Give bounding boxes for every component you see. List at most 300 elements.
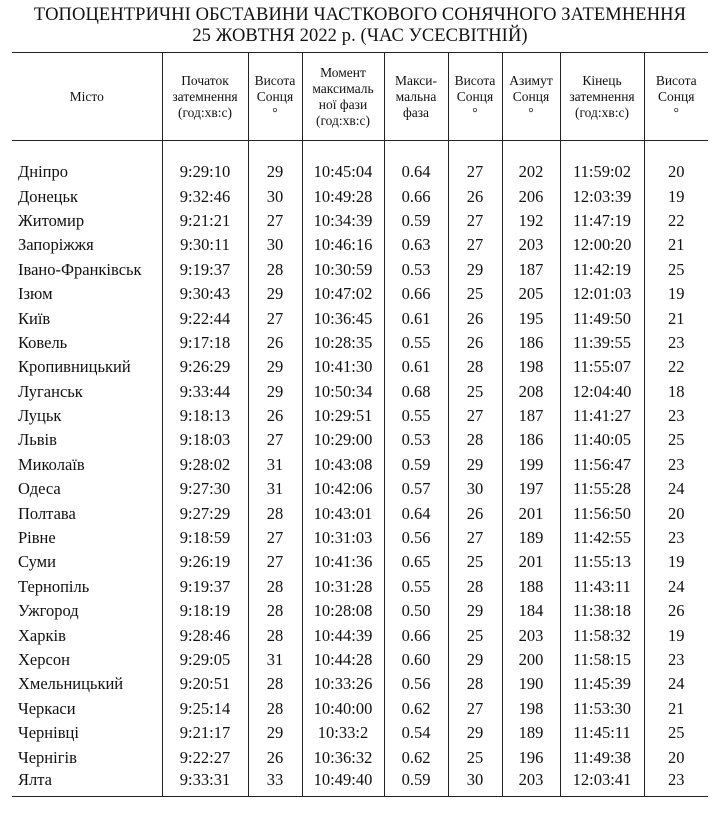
column-header-line: затемнення — [569, 88, 635, 104]
cell-max-altitude: 29 — [448, 648, 502, 672]
cell-city: Тернопіль — [18, 576, 90, 596]
cell-start-time: 9:29:05 — [162, 648, 248, 672]
cell-max-phase: 0.64 — [384, 160, 448, 184]
cell-start-time: 9:19:37 — [162, 258, 248, 282]
cell-end-time: 11:43:11 — [560, 575, 644, 599]
cell-city: Київ — [18, 308, 51, 328]
cell-end-altitude: 19 — [644, 550, 708, 574]
cell-start-altitude: 29 — [248, 355, 302, 379]
cell-azimuth: 198 — [502, 355, 560, 379]
cell-start-altitude: 27 — [248, 306, 302, 330]
cell-city: Ізюм — [18, 284, 53, 304]
cell-end-altitude: 25 — [644, 428, 708, 452]
cell-start-time: 9:26:29 — [162, 355, 248, 379]
cell-max-phase: 0.63 — [384, 233, 448, 257]
cell-max-phase: 0.57 — [384, 477, 448, 501]
cell-max-phase: 0.64 — [384, 501, 448, 525]
cell-azimuth: 187 — [502, 404, 560, 428]
cell-start-time: 9:26:19 — [162, 550, 248, 574]
cell-end-altitude: 23 — [644, 770, 708, 797]
cell-max-phase: 0.53 — [384, 428, 448, 452]
table-row — [12, 282, 708, 306]
table-row — [12, 160, 708, 184]
cell-city: Житомир — [18, 210, 85, 230]
cell-city: Івано-Франківськ — [18, 259, 142, 279]
cell-end-altitude: 26 — [644, 599, 708, 623]
cell-end-time: 11:56:50 — [560, 501, 644, 525]
cell-max-phase: 0.61 — [384, 355, 448, 379]
column-header-line: максималь — [312, 80, 374, 96]
cell-end-altitude: 23 — [644, 453, 708, 477]
cell-max-phase: 0.68 — [384, 380, 448, 404]
cell-start-altitude: 28 — [248, 697, 302, 721]
cell-azimuth: 195 — [502, 306, 560, 330]
table-row — [12, 770, 708, 797]
cell-azimuth: 197 — [502, 477, 560, 501]
table-row — [12, 526, 708, 550]
cell-start-altitude: 28 — [248, 575, 302, 599]
table-body — [12, 141, 708, 797]
table-row — [12, 745, 708, 769]
table-row — [12, 672, 708, 696]
title-line-1: ТОПОЦЕНТРИЧНІ ОБСТАВИНИ ЧАСТКОВОГО СОНЯЧНОГО ЗАТЕМНЕННЯ — [33, 5, 687, 25]
cell-max-phase-time: 10:44:39 — [302, 623, 384, 647]
cell-start-altitude: 31 — [248, 477, 302, 501]
cell-azimuth: 184 — [502, 599, 560, 623]
cell-max-altitude: 27 — [448, 404, 502, 428]
cell-max-altitude: 30 — [448, 477, 502, 501]
cell-start-altitude: 28 — [248, 599, 302, 623]
cell-end-altitude: 19 — [644, 282, 708, 306]
spacer-cell — [448, 141, 502, 161]
cell-azimuth: 186 — [502, 428, 560, 452]
cell-max-phase: 0.62 — [384, 697, 448, 721]
table-row — [12, 258, 708, 282]
cell-start-time: 9:28:46 — [162, 623, 248, 647]
cell-max-altitude: 28 — [448, 672, 502, 696]
cell-max-altitude: 25 — [448, 380, 502, 404]
cell-azimuth: 200 — [502, 648, 560, 672]
cell-azimuth: 196 — [502, 745, 560, 769]
cell-end-time: 12:00:20 — [560, 233, 644, 257]
cell-max-phase: 0.66 — [384, 623, 448, 647]
cell-end-time: 11:55:07 — [560, 355, 644, 379]
table-spacer-row — [12, 141, 708, 161]
cell-azimuth: 202 — [502, 160, 560, 184]
column-header-line: Висота — [454, 72, 496, 88]
cell-max-phase-time: 10:41:30 — [302, 355, 384, 379]
cell-max-altitude: 28 — [448, 575, 502, 599]
cell-end-time: 12:01:03 — [560, 282, 644, 306]
cell-end-time: 11:58:15 — [560, 648, 644, 672]
column-header-azimuth — [502, 53, 560, 141]
cell-start-altitude: 29 — [248, 721, 302, 745]
cell-start-time: 9:29:10 — [162, 160, 248, 184]
cell-city: Хмельницький — [18, 674, 124, 694]
cell-end-altitude: 19 — [644, 623, 708, 647]
cell-end-time: 11:45:11 — [560, 721, 644, 745]
cell-max-altitude: 27 — [448, 209, 502, 233]
cell-max-phase-time: 10:43:08 — [302, 453, 384, 477]
column-header-start-time — [162, 53, 248, 141]
cell-azimuth: 187 — [502, 258, 560, 282]
cell-city: Одеса — [18, 479, 61, 499]
cell-city: Ужгород — [18, 601, 79, 621]
cell-start-time: 9:33:31 — [162, 770, 248, 797]
cell-end-altitude: 22 — [644, 209, 708, 233]
column-header-line: Сонця — [658, 88, 695, 104]
cell-end-time: 11:45:39 — [560, 672, 644, 696]
cell-max-phase: 0.50 — [384, 599, 448, 623]
column-header-line: (год:хв:с) — [574, 104, 630, 120]
cell-start-time: 9:18:59 — [162, 526, 248, 550]
cell-end-time: 11:40:05 — [560, 428, 644, 452]
document-title — [0, 5, 720, 47]
cell-max-phase: 0.59 — [384, 770, 448, 797]
column-header-line: ° — [272, 104, 278, 120]
cell-end-altitude: 20 — [644, 160, 708, 184]
cell-azimuth: 199 — [502, 453, 560, 477]
table-row — [12, 721, 708, 745]
cell-max-altitude: 25 — [448, 550, 502, 574]
cell-max-phase: 0.59 — [384, 209, 448, 233]
cell-end-altitude: 22 — [644, 355, 708, 379]
cell-start-altitude: 31 — [248, 453, 302, 477]
cell-city: Полтава — [18, 503, 76, 523]
cell-city: Луганськ — [18, 381, 83, 401]
table-row — [12, 306, 708, 330]
cell-end-altitude: 24 — [644, 477, 708, 501]
column-header-end-time — [560, 53, 644, 141]
cell-max-phase-time: 10:36:45 — [302, 306, 384, 330]
cell-max-phase-time: 10:33:2 — [302, 721, 384, 745]
cell-start-time: 9:28:02 — [162, 453, 248, 477]
cell-end-altitude: 23 — [644, 331, 708, 355]
cell-start-time: 9:19:37 — [162, 575, 248, 599]
cell-end-time: 12:03:41 — [560, 770, 644, 797]
cell-start-altitude: 30 — [248, 184, 302, 208]
cell-max-phase-time: 10:36:32 — [302, 745, 384, 769]
cell-city: Луцьк — [18, 406, 62, 426]
cell-start-altitude: 27 — [248, 209, 302, 233]
cell-end-altitude: 20 — [644, 745, 708, 769]
cell-azimuth: 203 — [502, 770, 560, 797]
cell-end-altitude: 23 — [644, 526, 708, 550]
column-header-line: Висота — [254, 72, 296, 88]
cell-azimuth: 186 — [502, 331, 560, 355]
cell-city: Дніпро — [18, 162, 68, 182]
cell-azimuth: 205 — [502, 282, 560, 306]
column-header-line: Момент — [320, 64, 366, 80]
cell-start-altitude: 28 — [248, 501, 302, 525]
cell-start-altitude: 28 — [248, 623, 302, 647]
table-row — [12, 623, 708, 647]
cell-max-phase-time: 10:46:16 — [302, 233, 384, 257]
cell-max-altitude: 27 — [448, 233, 502, 257]
spacer-cell — [502, 141, 560, 161]
cell-start-altitude: 27 — [248, 550, 302, 574]
cell-city: Харків — [18, 625, 66, 645]
spacer-cell — [12, 141, 162, 161]
cell-azimuth: 201 — [502, 501, 560, 525]
cell-max-phase: 0.56 — [384, 672, 448, 696]
cell-max-altitude: 29 — [448, 258, 502, 282]
cell-max-altitude: 26 — [448, 306, 502, 330]
spacer-cell — [162, 141, 248, 161]
column-header-line: ° — [472, 104, 478, 120]
cell-start-time: 9:21:21 — [162, 209, 248, 233]
cell-max-altitude: 26 — [448, 331, 502, 355]
cell-max-phase-time: 10:28:08 — [302, 599, 384, 623]
column-header-line: Висота — [655, 72, 697, 88]
cell-city: Суми — [18, 552, 56, 572]
column-header-line: Сонця — [512, 88, 550, 104]
cell-max-altitude: 28 — [448, 355, 502, 379]
cell-azimuth: 206 — [502, 184, 560, 208]
column-header-city — [12, 53, 162, 141]
cell-max-altitude: 27 — [448, 697, 502, 721]
cell-end-altitude: 23 — [644, 404, 708, 428]
cell-azimuth: 201 — [502, 550, 560, 574]
cell-max-phase-time: 10:41:36 — [302, 550, 384, 574]
cell-start-altitude: 33 — [248, 770, 302, 797]
cell-end-time: 11:42:55 — [560, 526, 644, 550]
cell-max-altitude: 26 — [448, 501, 502, 525]
cell-start-time: 9:17:18 — [162, 331, 248, 355]
cell-start-time: 9:21:17 — [162, 721, 248, 745]
table-header-row — [12, 53, 708, 141]
table-row — [12, 575, 708, 599]
cell-end-altitude: 21 — [644, 697, 708, 721]
cell-max-phase-time: 10:33:26 — [302, 672, 384, 696]
cell-city: Ялта — [12, 770, 162, 797]
cell-city: Запоріжжя — [18, 235, 94, 255]
cell-end-time: 11:55:28 — [560, 477, 644, 501]
cell-start-time: 9:27:29 — [162, 501, 248, 525]
cell-azimuth: 188 — [502, 575, 560, 599]
cell-city: Херсон — [18, 650, 70, 669]
cell-max-phase-time: 10:34:39 — [302, 209, 384, 233]
cell-start-time: 9:33:44 — [162, 380, 248, 404]
cell-city: Донецьк — [18, 186, 79, 206]
eclipse-table — [12, 52, 708, 797]
cell-end-altitude: 24 — [644, 672, 708, 696]
cell-end-time: 11:42:19 — [560, 258, 644, 282]
cell-city: Рівне — [18, 528, 56, 548]
cell-max-altitude: 27 — [448, 160, 502, 184]
cell-end-altitude: 21 — [644, 306, 708, 330]
cell-end-altitude: 25 — [644, 721, 708, 745]
cell-max-phase-time: 10:47:02 — [302, 282, 384, 306]
cell-end-time: 11:49:50 — [560, 306, 644, 330]
cell-start-time: 9:27:30 — [162, 477, 248, 501]
cell-start-time: 9:30:11 — [162, 233, 248, 257]
cell-max-phase-time: 10:29:51 — [302, 404, 384, 428]
cell-start-time: 9:22:44 — [162, 306, 248, 330]
cell-start-altitude: 26 — [248, 331, 302, 355]
column-header-line: Сонця — [456, 88, 494, 104]
cell-azimuth: 203 — [502, 623, 560, 647]
cell-start-time: 9:22:27 — [162, 745, 248, 769]
cell-max-phase-time: 10:49:40 — [302, 770, 384, 797]
cell-max-altitude: 25 — [448, 623, 502, 647]
cell-max-altitude: 30 — [448, 770, 502, 797]
cell-city: Кропивницький — [18, 357, 131, 377]
table-row — [12, 380, 708, 404]
cell-max-phase: 0.55 — [384, 331, 448, 355]
cell-max-phase: 0.66 — [384, 282, 448, 306]
cell-start-time: 9:18:19 — [162, 599, 248, 623]
cell-max-phase-time: 10:45:04 — [302, 160, 384, 184]
spacer-cell — [384, 141, 448, 161]
cell-max-phase: 0.59 — [384, 453, 448, 477]
cell-city: Миколаїв — [18, 454, 85, 474]
cell-start-time: 9:18:13 — [162, 404, 248, 428]
cell-max-altitude: 29 — [448, 721, 502, 745]
cell-end-altitude: 21 — [644, 233, 708, 257]
cell-max-phase: 0.62 — [384, 745, 448, 769]
cell-end-altitude: 18 — [644, 380, 708, 404]
column-header-line: ної фази — [318, 96, 368, 112]
cell-end-altitude: 19 — [644, 184, 708, 208]
cell-start-time: 9:30:43 — [162, 282, 248, 306]
cell-azimuth: 192 — [502, 209, 560, 233]
cell-end-altitude: 25 — [644, 258, 708, 282]
cell-start-time: 9:20:51 — [162, 672, 248, 696]
column-header-end-altitude — [644, 53, 708, 141]
cell-max-phase-time: 10:43:01 — [302, 501, 384, 525]
table-row — [12, 599, 708, 623]
cell-start-time: 9:18:03 — [162, 428, 248, 452]
cell-city: Черкаси — [18, 698, 76, 718]
column-header-max-phase — [384, 53, 448, 141]
column-header-line: Місто — [69, 88, 104, 104]
cell-end-altitude: 20 — [644, 501, 708, 525]
cell-max-phase-time: 10:31:03 — [302, 526, 384, 550]
table-row — [12, 404, 708, 428]
table-row — [12, 477, 708, 501]
cell-max-phase: 0.54 — [384, 721, 448, 745]
cell-max-altitude: 26 — [448, 184, 502, 208]
column-header-start-altitude — [248, 53, 302, 141]
cell-end-time: 12:03:39 — [560, 184, 644, 208]
column-header-max-phase-time — [302, 53, 384, 141]
cell-end-time: 11:55:13 — [560, 550, 644, 574]
cell-max-phase-time: 10:40:00 — [302, 697, 384, 721]
cell-end-time: 11:56:47 — [560, 453, 644, 477]
cell-start-altitude: 29 — [248, 282, 302, 306]
table-row — [12, 233, 708, 257]
cell-max-phase: 0.55 — [384, 575, 448, 599]
cell-start-altitude: 27 — [248, 526, 302, 550]
cell-azimuth: 190 — [502, 672, 560, 696]
table-row — [12, 184, 708, 208]
cell-azimuth: 189 — [502, 526, 560, 550]
table-row — [12, 453, 708, 477]
table-row — [12, 648, 708, 672]
cell-max-altitude: 29 — [448, 599, 502, 623]
cell-max-phase-time: 10:50:34 — [302, 380, 384, 404]
cell-start-altitude: 26 — [248, 745, 302, 769]
table-row — [12, 550, 708, 574]
cell-start-altitude: 29 — [248, 160, 302, 184]
cell-max-phase-time: 10:31:28 — [302, 575, 384, 599]
spacer-cell — [644, 141, 708, 161]
column-header-line: Сонця — [256, 88, 294, 104]
cell-start-time: 9:32:46 — [162, 184, 248, 208]
cell-start-altitude: 31 — [248, 648, 302, 672]
cell-max-altitude: 27 — [448, 526, 502, 550]
spacer-cell — [248, 141, 302, 161]
cell-end-time: 11:59:02 — [560, 160, 644, 184]
cell-start-altitude: 30 — [248, 233, 302, 257]
cell-city: Чернівці — [18, 723, 79, 743]
cell-end-time: 11:53:30 — [560, 697, 644, 721]
cell-max-altitude: 25 — [448, 745, 502, 769]
cell-azimuth: 198 — [502, 697, 560, 721]
column-header-line: затемнення — [172, 88, 238, 104]
cell-azimuth: 208 — [502, 380, 560, 404]
cell-max-altitude: 25 — [448, 282, 502, 306]
cell-city: Ковель — [18, 332, 68, 352]
cell-max-phase-time: 10:42:06 — [302, 477, 384, 501]
column-header-line: Азимут — [509, 72, 553, 88]
column-header-line: фаза — [402, 104, 430, 120]
cell-city: Львів — [18, 430, 57, 450]
spacer-cell — [560, 141, 644, 161]
cell-max-phase: 0.66 — [384, 184, 448, 208]
column-header-max-altitude — [448, 53, 502, 141]
cell-start-altitude: 29 — [248, 380, 302, 404]
cell-max-phase-time: 10:28:35 — [302, 331, 384, 355]
column-header-line: мальна — [395, 88, 437, 104]
cell-max-phase: 0.55 — [384, 404, 448, 428]
cell-start-altitude: 28 — [248, 672, 302, 696]
column-header-line: (год:хв:с) — [315, 112, 371, 128]
cell-start-altitude: 28 — [248, 258, 302, 282]
cell-city: Чернігів — [18, 747, 77, 767]
cell-max-phase-time: 10:29:00 — [302, 428, 384, 452]
table-row — [12, 697, 708, 721]
cell-max-phase: 0.65 — [384, 550, 448, 574]
column-header-line: (год:хв:с) — [177, 104, 233, 120]
cell-max-altitude: 29 — [448, 453, 502, 477]
cell-end-altitude: 24 — [644, 575, 708, 599]
column-header-line: ° — [528, 104, 534, 120]
cell-end-time: 11:39:55 — [560, 331, 644, 355]
cell-max-phase: 0.61 — [384, 306, 448, 330]
table-row — [12, 209, 708, 233]
cell-end-time: 11:38:18 — [560, 599, 644, 623]
cell-max-phase: 0.56 — [384, 526, 448, 550]
title-line-2: 25 ЖОВТНЯ 2022 р. (ЧАС УСЕСВІТНІЙ) — [192, 26, 528, 46]
cell-max-phase: 0.60 — [384, 648, 448, 672]
cell-max-phase-time: 10:44:28 — [302, 648, 384, 672]
cell-start-altitude: 27 — [248, 428, 302, 452]
cell-end-time: 12:04:40 — [560, 380, 644, 404]
table-row — [12, 428, 708, 452]
column-header-line: Макси- — [395, 72, 437, 88]
table-row — [12, 355, 708, 379]
table-row — [12, 331, 708, 355]
spacer-cell — [302, 141, 384, 161]
cell-start-altitude: 26 — [248, 404, 302, 428]
cell-end-time: 11:47:19 — [560, 209, 644, 233]
cell-azimuth: 203 — [502, 233, 560, 257]
table-row — [12, 501, 708, 525]
cell-start-time: 9:25:14 — [162, 697, 248, 721]
cell-max-altitude: 28 — [448, 428, 502, 452]
